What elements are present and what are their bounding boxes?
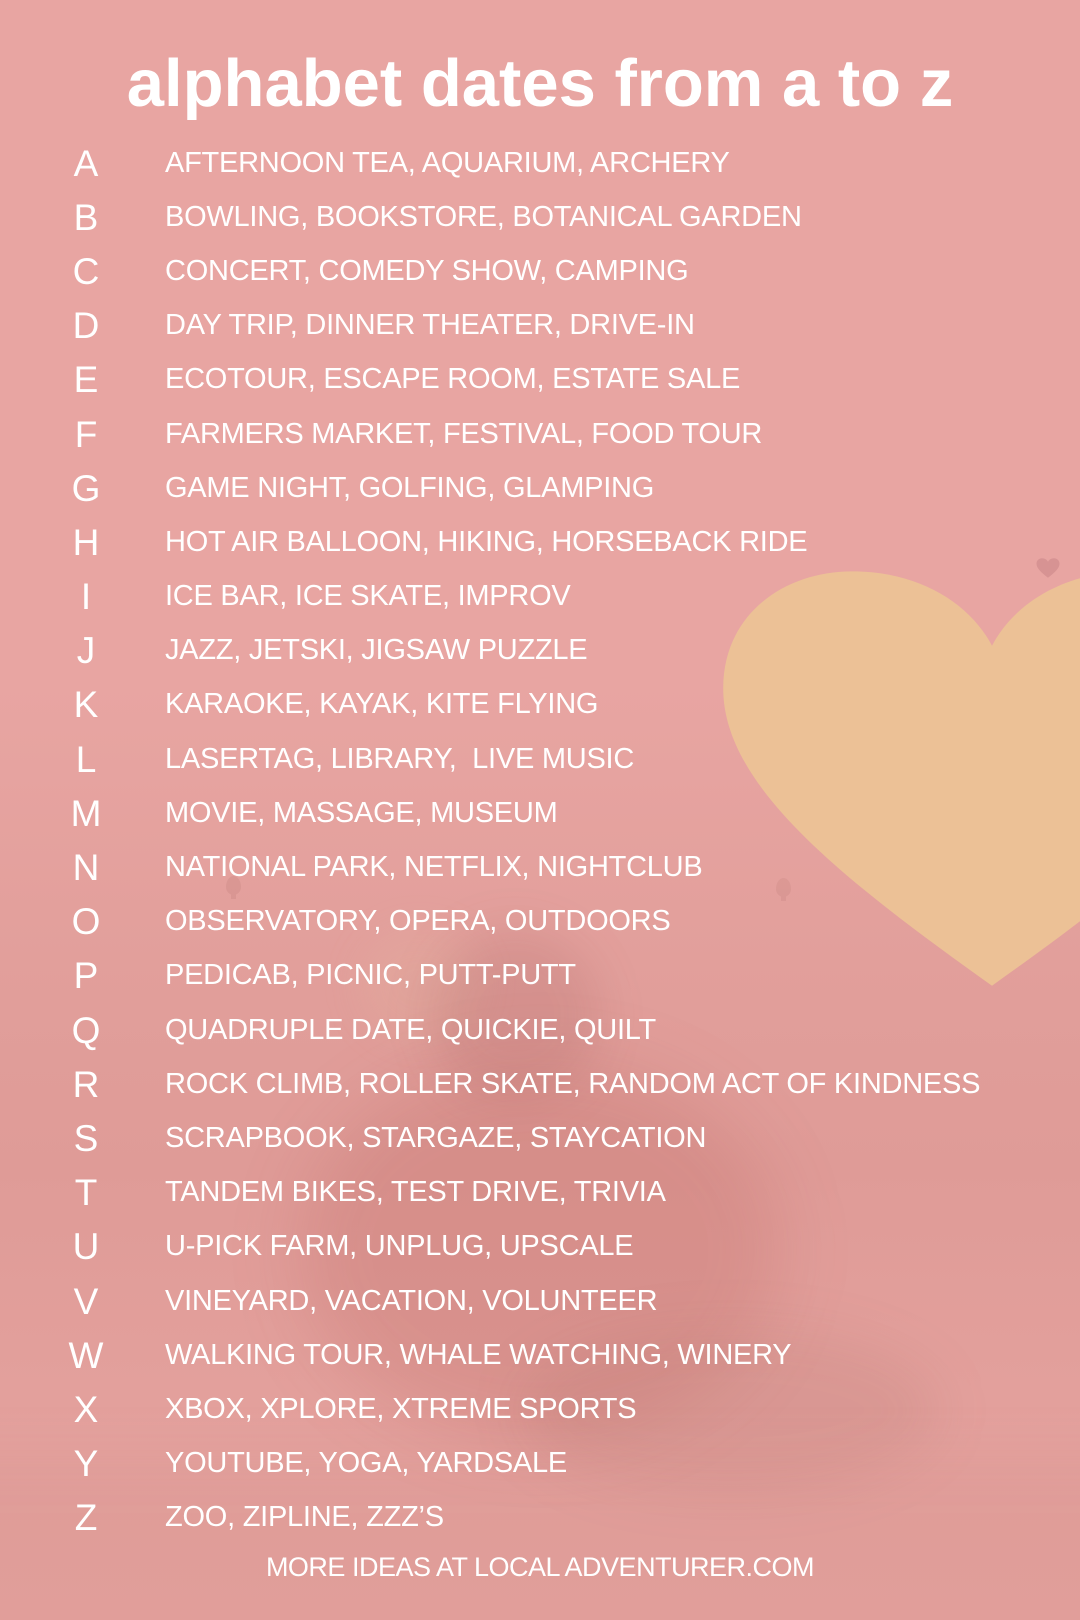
alphabet-row <box>0 1491 1080 1545</box>
alphabet-row <box>0 299 1080 353</box>
date-ideas-text: FARMERS MARKET, FESTIVAL, FOOD TOUR <box>165 417 763 450</box>
date-ideas-text: QUADRUPLE DATE, QUICKIE, QUILT <box>165 1013 656 1046</box>
alphabet-row <box>0 1057 1080 1111</box>
alphabet-row <box>0 1437 1080 1491</box>
alphabet-letter: O <box>71 901 101 943</box>
alphabet-letter: X <box>73 1388 99 1430</box>
alphabet-letter: V <box>73 1280 99 1322</box>
alphabet-row <box>0 624 1080 678</box>
alphabet-letter: Q <box>71 1009 101 1051</box>
alphabet-letter: E <box>73 359 99 401</box>
alphabet-letter: Y <box>73 1443 99 1485</box>
alphabet-row <box>0 949 1080 1003</box>
alphabet-letter: R <box>72 1063 100 1105</box>
alphabet-letter: D <box>72 305 100 347</box>
alphabet-row <box>0 353 1080 407</box>
alphabet-row <box>0 1166 1080 1220</box>
footer-text: MORE IDEAS AT LOCAL ADVENTURER.COM <box>265 1552 815 1582</box>
alphabet-row <box>0 732 1080 786</box>
alphabet-row <box>0 1274 1080 1328</box>
alphabet-row <box>0 678 1080 732</box>
date-ideas-text: DAY TRIP, DINNER THEATER, DRIVE-IN <box>165 309 695 342</box>
date-ideas-text: XBOX, XPLORE, XTREME SPORTS <box>165 1392 637 1425</box>
date-ideas-text: KARAOKE, KAYAK, KITE FLYING <box>165 688 599 721</box>
alphabet-row <box>0 1220 1080 1274</box>
date-ideas-text: ROCK CLIMB, ROLLER SKATE, RANDOM ACT OF KINDNESS <box>165 1067 981 1100</box>
alphabet-row <box>0 1328 1080 1382</box>
alphabet-letter: L <box>75 738 97 780</box>
alphabet-row <box>0 515 1080 569</box>
date-ideas-text: GAME NIGHT, GOLFING, GLAMPING <box>165 471 655 504</box>
date-ideas-text: TANDEM BIKES, TEST DRIVE, TRIVIA <box>165 1176 666 1209</box>
alphabet-row <box>0 1382 1080 1436</box>
alphabet-row <box>0 190 1080 244</box>
date-ideas-text: ZOO, ZIPLINE, ZZZ’S <box>165 1501 444 1534</box>
date-ideas-text: JAZZ, JETSKI, JIGSAW PUZZLE <box>165 634 588 667</box>
date-ideas-text: ICE BAR, ICE SKATE, IMPROV <box>165 580 571 613</box>
page-title: alphabet dates from a to z <box>126 46 954 121</box>
alphabet-letter: F <box>74 413 98 455</box>
alphabet-letter: K <box>73 684 99 726</box>
alphabet-row <box>0 840 1080 894</box>
date-ideas-text: VINEYARD, VACATION, VOLUNTEER <box>165 1284 658 1317</box>
date-ideas-text: AFTERNOON TEA, AQUARIUM, ARCHERY <box>165 146 730 179</box>
alphabet-row <box>0 786 1080 840</box>
alphabet-row <box>0 895 1080 949</box>
alphabet-letter: T <box>74 1172 98 1214</box>
alphabet-letter: B <box>73 196 99 238</box>
alphabet-letter: U <box>72 1226 100 1268</box>
alphabet-row <box>0 570 1080 624</box>
alphabet-row <box>0 136 1080 190</box>
alphabet-letter: J <box>76 630 96 672</box>
date-ideas-text: BOWLING, BOOKSTORE, BOTANICAL GARDEN <box>165 200 802 233</box>
alphabet-row <box>0 1003 1080 1057</box>
alphabet-letter: I <box>80 576 92 618</box>
date-ideas-text: OBSERVATORY, OPERA, OUTDOORS <box>165 905 671 938</box>
alphabet-list <box>0 136 1080 1545</box>
alphabet-letter: G <box>71 467 101 509</box>
alphabet-row <box>0 1111 1080 1165</box>
alphabet-letter: Z <box>74 1497 98 1539</box>
date-ideas-text: HOT AIR BALLOON, HIKING, HORSEBACK RIDE <box>165 525 808 558</box>
date-ideas-text: U-PICK FARM, UNPLUG, UPSCALE <box>165 1230 634 1263</box>
date-ideas-text: WALKING TOUR, WHALE WATCHING, WINERY <box>165 1338 792 1371</box>
alphabet-row <box>0 461 1080 515</box>
alphabet-letter: P <box>73 955 99 997</box>
alphabet-letter: C <box>72 250 100 292</box>
alphabet-letter: H <box>72 521 100 563</box>
alphabet-letter: S <box>73 1117 99 1159</box>
date-ideas-text: MOVIE, MASSAGE, MUSEUM <box>165 796 558 829</box>
date-ideas-text: CONCERT, COMEDY SHOW, CAMPING <box>165 254 689 287</box>
date-ideas-text: LASERTAG, LIBRARY, LIVE MUSIC <box>165 742 635 775</box>
alphabet-row <box>0 407 1080 461</box>
alphabet-letter: W <box>68 1334 104 1376</box>
date-ideas-text: PEDICAB, PICNIC, PUTT-PUTT <box>165 959 576 992</box>
date-ideas-text: YOUTUBE, YOGA, YARDSALE <box>165 1447 567 1480</box>
alphabet-letter: M <box>70 792 102 834</box>
alphabet-letter: N <box>72 847 100 889</box>
date-ideas-text: NATIONAL PARK, NETFLIX, NIGHTCLUB <box>165 851 703 884</box>
date-ideas-text: SCRAPBOOK, STARGAZE, STAYCATION <box>165 1121 707 1154</box>
alphabet-letter: A <box>73 142 99 184</box>
alphabet-row <box>0 244 1080 298</box>
date-ideas-text: ECOTOUR, ESCAPE ROOM, ESTATE SALE <box>165 363 741 396</box>
